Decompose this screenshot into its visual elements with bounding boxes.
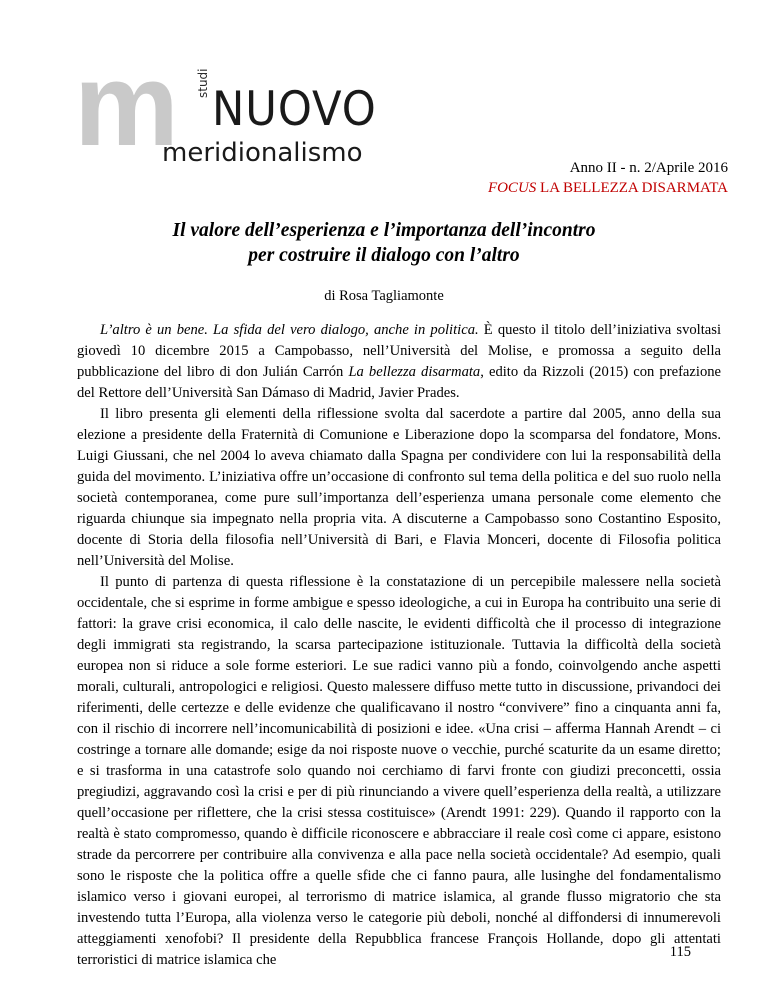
logo-studi: studi	[196, 68, 210, 98]
article-author: di Rosa Tagliamonte	[324, 288, 444, 304]
focus-label: FOCUS	[487, 180, 537, 196]
paragraph-2: Il libro presenta gli elementi della riflessione svolta dal sacerdote a partire dal 2005, anno della sua elezione a presidente della Fraternità di Comunione e Liberazione dopo la scomparsa del fondatore, Mons. Luigi Giussani, che nel 2004 lo aveva chiamato dalla Spagna per condividere con lui la responsabilità della guida del movimento. L’iniziativa offre un’occasione di confronto sul tema della politica e del suo ruolo nella società contemporanea, come pure sull’importanza dell’esperienza umana personale come elemento che riguarda chiunque sia impegnato nella propria vita. A discuterne a Campobasso sono Costantino Esposito, docente di Storia della filosofia nell’Università di Bari, e Flavia Monceri, docente di Filosofia politica nell’Università del Molise.	[77, 406, 721, 569]
logo-m: m	[74, 39, 177, 171]
page-number: 115	[669, 944, 691, 960]
article-title	[0, 218, 768, 268]
focus-title: LA BELLEZZA DISARMATA	[540, 180, 728, 196]
issue-number: Anno II - n. 2/Aprile 2016	[569, 160, 728, 176]
paragraph-3: Il punto di partenza di questa riflessione è la constatazione di un percepibile malessere nella società occidentale, che si esprime in forme ambigue e spesso ideologiche, a cui in Europa ha contribuito una serie di fattori: la grave crisi economica, il calo delle nascite, le evidenti difficoltà che il processo di integrazione degli immigrati sta registrando, la scarsa partecipazione istituzionale. Tuttavia la difficoltà della società europea non si riduce a sole forme esteriori. Le sue radici vanno più a fondo, coinvolgendo anche aspetti morali, culturali, antropologici e religiosi. Questo malessere diffuso mette tutto in discussione, privandoci dei riferimenti, delle certezze e delle evidenze che qualificavano il nostro “convivere” fino a cinquanta anni fa, con il rischio di incorrere nell’incomunicabilità di posizioni e idee. «Una crisi – afferma Hannah Arendt – ci costringe a tornare alle domande; esige da noi risposte nuove o vecchie, purché scaturite da un esame diretto; e si trasforma in una catastrofe solo quando noi cerchiamo di farvi fronte con giudizi preconcetti, ossia pregiudizi, aggravando così la crisi e per di più rinunciando a vivere quell’esperienza della realtà, a utilizzare quell’occasione per riflettere, che la crisi stessa costituisce» (Arendt 1991: 229). Quando il rapporto con la realtà è stato compromesso, quando è difficile riconoscere e abbracciare il reale così come ci appare, esistono strade da percorrere per contribuire alla convivenza e alla pace nella società occidentale? Ad esempio, quali sono le risposte che la politica offre a quelle sfide che ci fanno paura, alle lusinghe del fondamentalismo islamico verso i giovani europei, al terrorismo di matrice islamica, al grande flusso migratorio che sta investendo tutta l’Europa, alla violenza verso le categorie più deboli, nonché al diffondersi di innumerevoli atteggiamenti xenofobi? Il presidente della Repubblica francese François Hollande, dopo gli attentati terroristici di matrice islamica che	[77, 574, 721, 968]
focus-line	[488, 178, 728, 198]
logo-meridionalismo: meridionalismo	[162, 138, 363, 168]
p1-text-b: , edito da Rizzoli (2015) con prefazione del Rettore dell’Università San Dámaso di Madrid, Javier Prades.	[77, 364, 722, 401]
title-line-1: Il valore dell’esperienza e l’importanza dell’incontro	[172, 220, 596, 241]
issue-info	[488, 158, 728, 198]
italic-lead: L’altro è un bene. La sfida del vero dialogo, anche in politica.	[100, 322, 479, 338]
book-title: La bellezza disarmata	[348, 364, 481, 380]
logo-nuovo: NUOVO	[212, 82, 377, 137]
title-line-2: per costruire il dialogo con l’altro	[248, 245, 520, 266]
p1-text-a: È questo il titolo dell’iniziativa svoltasi giovedì 10 dicembre 2015 a Campobasso, nell’Università del Molise, e promossa a seguito della pubblicazione del libro di don Julián Carrón	[77, 322, 721, 380]
paragraph-1	[77, 320, 721, 404]
article-body	[77, 320, 721, 971]
journal-logo	[74, 39, 377, 171]
